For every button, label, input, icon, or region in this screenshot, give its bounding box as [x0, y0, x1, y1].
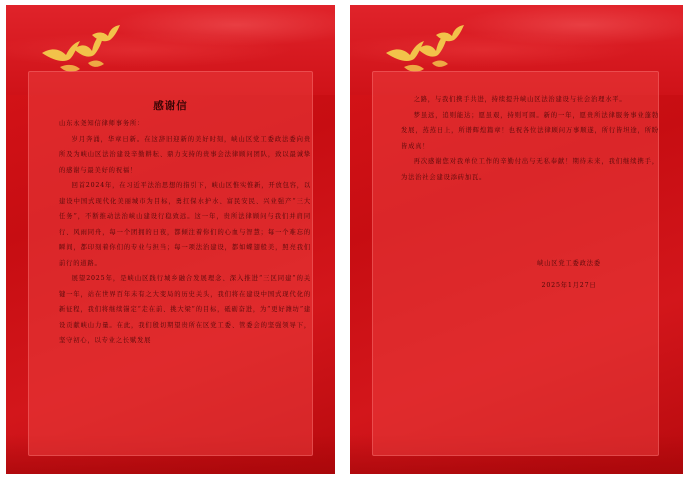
- letter-paragraph: 梦虽远，追则能达；愿虽艰，持则可圆。新的一年，愿贵所法律服务事业蓬勃发展，蒸蒸日上，所谱辉煌篇章！也祝各位法律顾问万事顺遂，所行皆坦途，所盼皆成真！: [401, 111, 659, 150]
- letter-paragraph: 再次感谢您对我单位工作的辛勤付出与无私奉献！期待未来，我们继续携手，为法治社会建设添砖加瓦。: [401, 158, 659, 181]
- letter-title: 感谢信: [153, 100, 188, 112]
- letter-paragraph: 回首2024年，在习近平法治思想的指引下，峡山区惟实惟新，开放包容，以建设中国式现代化美丽城市为目标，勇扛保水护水、富民安民、兴业强产“三大任务”，不断推动法治峡山建设行稳致远。这一年，贵所法律顾问与我们并肩同行、风雨同舟，每一个团拥的日夜，都倾注着你们的心血与智慧；每一个难忘的瞬间，都印刻着你们的专业与担当；每一项法治建设，都如蝶翅般美，照亮我们前行的道路。: [59, 182, 311, 267]
- signature-organization: 峡山区党工委政法委: [537, 260, 601, 267]
- letter-greeting: 山东永尧知信律师事务所：: [59, 120, 145, 127]
- letter-body: [401, 92, 659, 185]
- letter-body: [59, 116, 311, 349]
- letter-paragraph: 之路，与我们携手共进，持续提升峡山区法治建设与社会治理水平。: [413, 96, 627, 103]
- signature-date: 2025年1月27日: [541, 282, 597, 289]
- letter-page-left: [6, 5, 335, 474]
- letter-card: [372, 71, 659, 456]
- letter-paragraph: 岁月奔涌，华章日新。在这辞旧迎新的美好时刻，峡山区党工委政法委向贵所及为峡山区法治建设辛勤耕耘、鼎力支持的贵事会法律顾问团队，致以最诚挚的感谢与最美好的祝福！: [59, 135, 311, 174]
- letter-paragraph: 展望2025年，是峡山区践行城乡融合发展理念、深入推进“三区同建”的关键一年，站在世界百年未有之大变局的历史关头，我们将在建设中国式现代化的新征程，我们将继续锚定“走在前、挑大梁”的目标，砥砺奋进，为“更好潍坊”建设贡献峡山力量。在此，我们殷切期望贵所在区党工委、管委会的坚强领导下，坚守初心，以专业之长赋发展: [59, 275, 311, 344]
- letter-page-right: [350, 5, 683, 474]
- letter-card: [28, 71, 313, 456]
